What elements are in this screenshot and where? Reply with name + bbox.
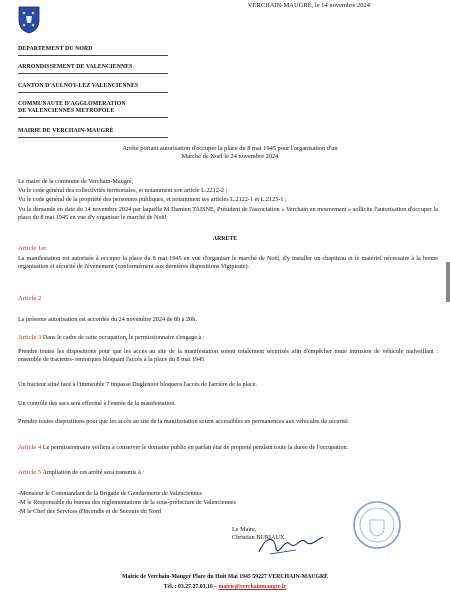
- place-date: VERCHAIN-MAUGRÉ, le 14 novembre 2024: [247, 2, 370, 9]
- signature-role: Le Maire,: [232, 526, 257, 533]
- footer-address: Mairie de Verchain-Maugré Place du Huit Mai 1945 59227 VERCHAIN-MAUGRÉ: [121, 574, 329, 580]
- decree-title: Arrêté portant autorisation d'occuper la place du 8 mai 1945 pour l'organisation d'un Marché de Noël le 24 novembre 2024: [122, 145, 338, 160]
- article-5-lead-text: Ampliation de cet arrêté sera transmis à :: [42, 469, 145, 476]
- footer-email-link[interactable]: mairie@verchainmaugre.fr: [218, 584, 287, 590]
- article-3-label: Article 3: [18, 334, 42, 341]
- signature-name: Christian BURIAUX: [232, 534, 285, 541]
- arrete-heading: ARRETE: [212, 236, 238, 242]
- coat-of-arms-icon: [18, 6, 40, 34]
- footer-contact: [0, 584, 450, 590]
- article-4: [18, 444, 438, 452]
- preamble-cgct: Vu le code général des collectivités territoriales, et notamment son article L.2212-2 ;: [18, 187, 228, 194]
- handwritten-signature-icon: [256, 532, 326, 560]
- department-line: DEPARTEMENT DU NORD: [18, 46, 168, 56]
- article-3-item-access: Prendre toutes les dispositions pour que les accès au site de la manifestation soient totalement sécurisés afin d'empêcher toute intrusion de véhicule malveillant : ensemble de tracteurs- remorques bloquant l'accès à la place du 8 mai 1945: [18, 348, 438, 363]
- article-5-label: Article 5: [18, 469, 42, 476]
- recipient-fire-service: -M le Chef des Services d'Incendie et de Secours du Nord: [18, 508, 162, 515]
- recipient-gendarmerie: -Monsieur le Commandant de la Brigade de Gendarmerie de Valenciennes: [18, 490, 202, 497]
- article-4-label: Article 4: [18, 444, 42, 451]
- article-5-lead: [18, 469, 438, 477]
- article-3-lead: [18, 334, 438, 342]
- agglomeration-line: COMMUNAUTE D'AGGLOMERATION DE VALENCIENNES METROPOLE: [18, 101, 168, 118]
- canton-line: CANTON D'AULNOY-LEZ VALENCIENNES: [18, 83, 168, 93]
- mairie-line: MAIRIE DE VERCHAIN-MAUGRÉ: [18, 128, 168, 138]
- article-3-item-emergency: Prendre toutes dispositions pour que les accès au site de la manifestation soient accessibles en permanences aux véhicules de sécurité.: [18, 418, 350, 425]
- arrondissement-line: ARRONDISSEMENT DE VALENCIENNES: [18, 64, 168, 74]
- preamble-mayor: Le maire de la commune de Verchain-Maugré,: [18, 178, 134, 185]
- article-3-item-tractor: Un tracteur situé face à l'immeuble 7 impasse Duglenoor bloquera l'accès de l'arrière de la place.: [18, 381, 258, 388]
- preamble-request: Vu la demande en date du 14 novembre 2024 par laquelle M Damien TAISNE, Président de l'association « Verchain en mouvement » sollicite l'autorisation d'occuper la place du 8 mai 1945 en vue d'y organiser le marché de Noël: [18, 206, 438, 221]
- footer-phone: Tél. : 03.27.27.03.16 –: [163, 584, 218, 590]
- recipient-subprefecture: -M le Responsable du bureau des réglementations de la sous-préfecture de Valenciennes: [18, 499, 236, 506]
- official-stamp-icon: [352, 500, 402, 550]
- preamble-cg3p: Vu le code général de la propriété des personnes publiques, et notamment ses articles L.2122-1 et L.2125-1 ;: [18, 196, 287, 203]
- article-3-item-bags: Un contrôle des sacs sera effectué à l'entrée de la manifestation.: [18, 400, 176, 407]
- article-3-lead-text: Dans le cadre de cette occupation, le permissionnaire s'engage à :: [42, 334, 205, 341]
- scan-edge-mark: [446, 262, 450, 302]
- article-2-label: Article 2: [18, 295, 42, 302]
- article-4-text: Le permissionnaire veillera à conserver le domaine public en parfait état de propreté pendant toute la durée de l'occupation.: [42, 444, 349, 451]
- article-2-text: La présente autorisation est accordée du 24 novembre 2024 de 8h à 20h.: [18, 316, 197, 323]
- article-1-text: La manifestation est autorisée à occuper la place du 8 mai 1945 en vue d'organiser le marché de Noël, d'y installer un chapiteau et le matériel nécessaire à la bonne organisation et sécurité de l'évènement (conformément aux dernières dispositions Vigipirate).: [18, 255, 438, 270]
- article-1-label: Article 1er: [18, 245, 47, 252]
